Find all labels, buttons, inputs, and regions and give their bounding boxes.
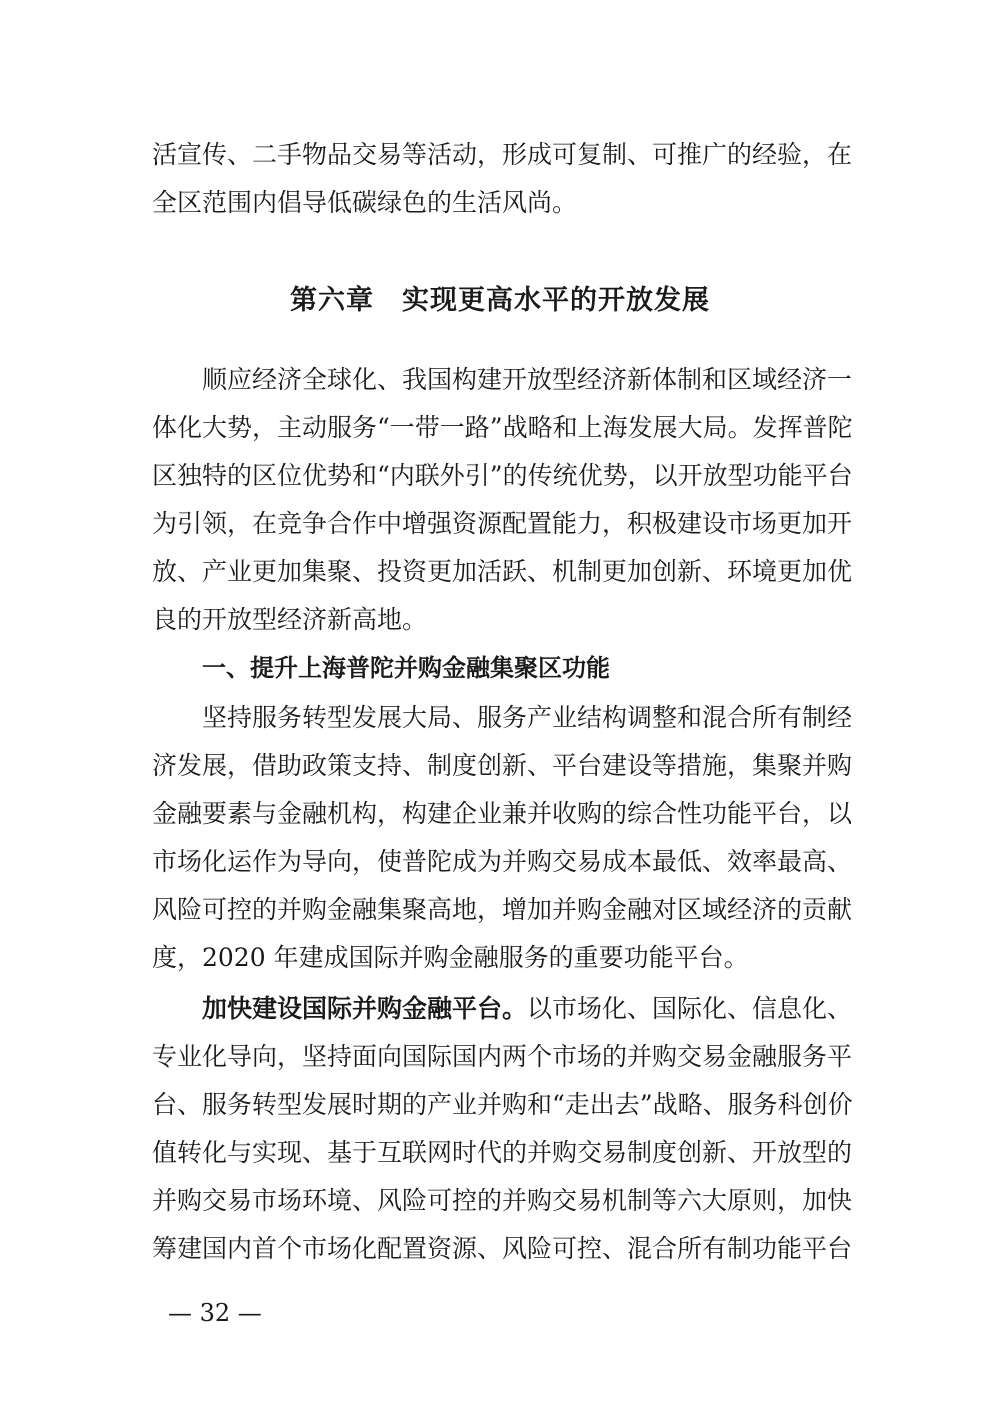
- paragraph-line: 专业化导向，坚持面向国际国内两个市场的并购交易金融服务平: [152, 1042, 853, 1071]
- section-heading: 一、提升上海普陀并购金融集聚区功能: [202, 654, 610, 682]
- paragraph-line: 体化大势，主动服务“一带一路”战略和上海发展大局。发挥普陀: [152, 413, 853, 442]
- paragraph-line: 金融要素与金融机构，构建企业兼并收购的综合性功能平台，以: [152, 799, 853, 828]
- paragraph-line: 济发展，借助政策支持、制度创新、平台建设等措施，集聚并购: [152, 751, 853, 780]
- paragraph-line: 风险可控的并购金融集聚高地，增加并购金融对区域经济的贡献: [152, 895, 853, 924]
- chapter-title: 第六章 实现更高水平的开放发展: [290, 285, 710, 316]
- paragraph-line: 为引领，在竞争合作中增强资源配置能力，积极建设市场更加开: [152, 509, 853, 538]
- paragraph-line: 台、服务转型发展时期的产业并购和“走出去”战略、服务科创价: [152, 1090, 853, 1119]
- paragraph-line: 区独特的区位优势和“内联外引”的传统优势，以开放型功能平台: [152, 461, 853, 490]
- paragraph-line: 值转化与实现、基于互联网时代的并购交易制度创新、开放型的: [152, 1138, 853, 1167]
- paragraph-line: 坚持服务转型发展大局、服务产业结构调整和混合所有制经: [202, 703, 853, 732]
- paragraph-line: 活宣传、二手物品交易等活动，形成可复制、可推广的经验，在: [152, 140, 853, 169]
- paragraph-line: 市场化运作为导向，使普陀成为并购交易成本最低、效率最高、: [152, 847, 853, 876]
- page-number: — 32 —: [168, 1299, 262, 1327]
- paragraph-line: 筹建国内首个市场化配置资源、风险可控、混合所有制功能平台: [152, 1234, 853, 1263]
- paragraph-line: [202, 992, 852, 1026]
- paragraph-line: 并购交易市场环境、风险可控的并购交易机制等六大原则，加快: [152, 1186, 853, 1215]
- paragraph-line: 良的开放型经济新高地。: [152, 605, 428, 634]
- paragraph-line: 度，2020 年建成国际并购金融服务的重要功能平台。: [152, 943, 749, 972]
- paragraph-line: 放、产业更加集聚、投资更加活跃、机制更加创新、环境更加优: [152, 557, 853, 586]
- paragraph-line: 顺应经济全球化、我国构建开放型经济新体制和区域经济一: [202, 365, 853, 394]
- paragraph-line: 全区范围内倡导低碳绿色的生活风尚。: [152, 188, 578, 217]
- lead-phrase-rest: 以市场化、国际化、信息化、: [527, 994, 853, 1023]
- bold-lead-phrase: 加快建设国际并购金融平台。: [202, 994, 528, 1023]
